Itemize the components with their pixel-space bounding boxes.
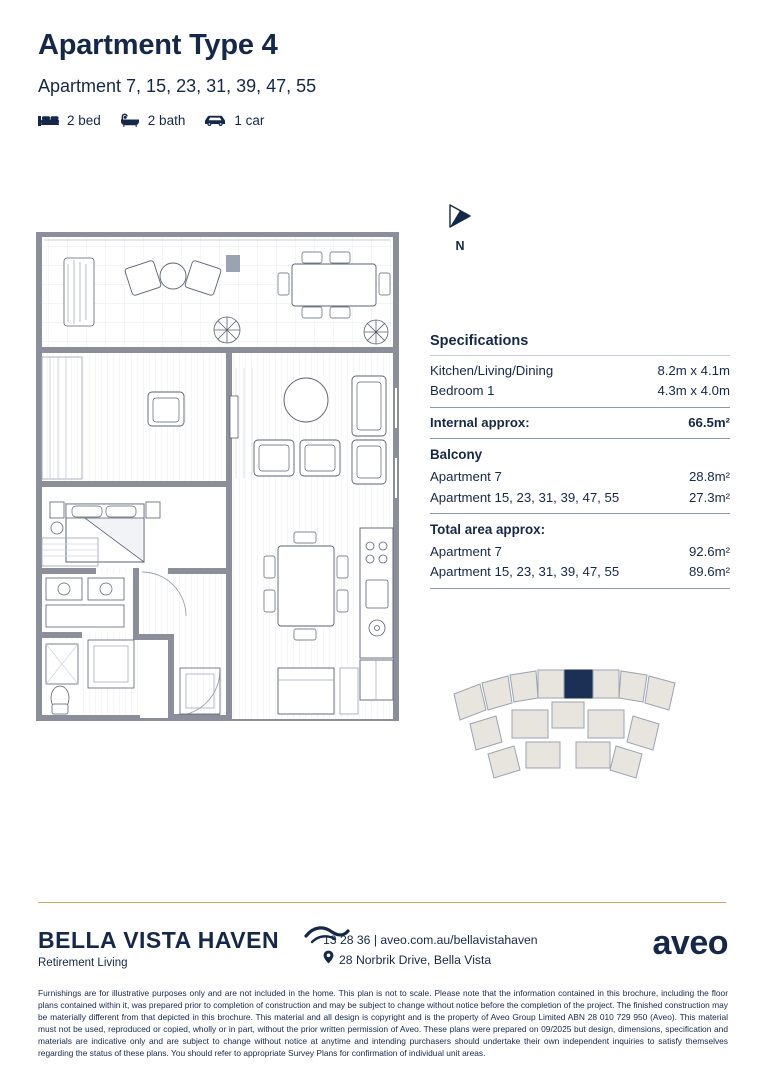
spec-row-internal-approx <box>430 413 730 433</box>
feature-bath-label: 2 bath <box>147 112 186 128</box>
spec-label: Kitchen/Living/Dining <box>430 363 554 378</box>
divider <box>430 407 730 408</box>
bed-icon <box>38 113 60 127</box>
balcony-heading: Balcony <box>430 447 483 463</box>
specifications-heading: Specifications <box>430 333 529 349</box>
apartment-numbers-subtitle: Apartment 7, 15, 23, 31, 39, 47, 55 <box>38 75 317 96</box>
compass <box>437 203 483 253</box>
spec-label: Apartment 15, 23, 31, 39, 47, 55 <box>430 564 620 580</box>
contact-block <box>323 930 538 970</box>
spec-label: Apartment 7 <box>430 469 502 485</box>
website-link[interactable]: aveo.com.au/bellavistahaven <box>380 933 538 947</box>
spec-row-balcony-apt-7 <box>430 467 730 487</box>
spec-row-kitchen-living-dining <box>430 361 730 381</box>
spec-row-total-apt-7 <box>430 542 730 562</box>
feature-car <box>203 113 264 128</box>
divider <box>430 355 730 356</box>
spec-value: 4.3m x 4.0m <box>657 383 730 399</box>
north-arrow-icon <box>446 220 474 237</box>
map-pin-icon <box>323 950 334 970</box>
spec-value: 8.2m x 4.1m <box>657 363 730 378</box>
car-icon <box>203 113 227 127</box>
floor-plan <box>30 228 420 738</box>
floor-plan-drawing <box>30 228 420 738</box>
divider <box>430 588 730 589</box>
building-key-plan <box>452 662 682 797</box>
spec-row-total-apt-others <box>430 562 730 582</box>
total-area-heading: Total area approx: <box>430 522 546 538</box>
brand-name: BELLA VISTA HAVEN <box>38 927 280 953</box>
brand-tagline: Retirement Living <box>38 957 128 970</box>
spec-label: Apartment 15, 23, 31, 39, 47, 55 <box>430 489 620 505</box>
spec-row-bedroom-1 <box>430 381 730 401</box>
street-address: 28 Norbrik Drive, Bella Vista <box>339 953 492 968</box>
aveo-logo: aveo <box>652 924 728 962</box>
spec-value: 89.6m² <box>688 564 730 580</box>
feature-bed-label: 2 bed <box>67 112 101 128</box>
spec-value: 27.3m² <box>688 489 730 505</box>
spec-label: Internal approx: <box>430 414 530 430</box>
footer-divider <box>38 902 726 903</box>
compass-north-label: N <box>455 239 465 253</box>
brand-block <box>38 928 338 969</box>
bath-icon <box>119 113 141 127</box>
spec-value: 66.5m² <box>688 414 730 430</box>
spec-value: 92.6m² <box>688 543 730 559</box>
spec-row-balcony-apt-others <box>430 488 730 508</box>
feature-bed <box>38 113 101 128</box>
spec-label: Bedroom 1 <box>430 383 495 399</box>
disclaimer-text: Furnishings are for illustrative purposes only and are not included in the home. This plan is not to scale. Please note that the information contained in this brochure, including the floor plans contained within it, was prepared prior to completion of construction and may be subject to change without notice before the completion of the project. The finished construction may be materially different from that depicted in this brochure. This material and all design is copyright and is the property of Aveo Group Limited ABN 28 010 729 950 (Aveo). This material must not be used, reproduced or copied, wholly or in part, without the prior written permission of Aveo. These plans were prepared on 09/2025 but design, dimensions, specification and materials are indicative only and are subject to change without notice at anytime and intending purchasers should undertake their own independent inquiries to satisfy themselves regarding the status of these plans. You should refer to appropriate Survey Plans for confirmation of individual unit areas. <box>38 988 728 1058</box>
page-footer <box>38 918 728 980</box>
spec-label: Apartment 7 <box>430 543 502 559</box>
divider <box>430 438 730 439</box>
contact-separator: | <box>373 933 378 947</box>
spec-value: 28.8m² <box>688 469 730 485</box>
key-plan-drawing <box>452 662 682 797</box>
page-header <box>38 30 538 128</box>
feature-bath <box>119 113 186 128</box>
feature-list <box>38 113 538 128</box>
contact-line-1 <box>323 930 538 950</box>
phone-number[interactable]: 13 28 36 <box>323 933 371 947</box>
contact-line-2 <box>323 950 538 970</box>
specifications-panel <box>430 333 730 594</box>
feature-car-label: 1 car <box>234 112 265 128</box>
page-title: Apartment Type 4 <box>38 29 278 61</box>
divider <box>430 513 730 514</box>
